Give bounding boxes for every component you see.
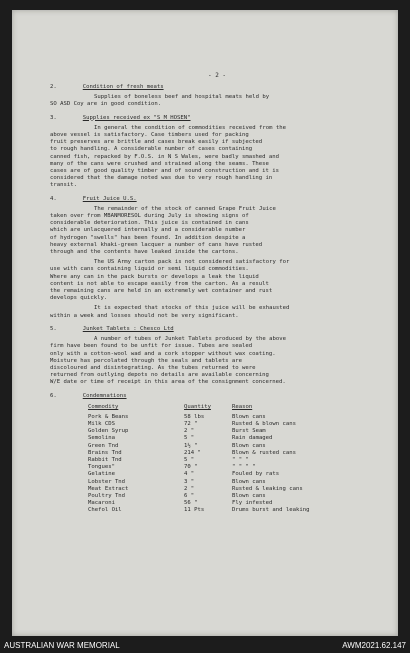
cell-reason: Blown cans <box>232 492 266 499</box>
cell-quantity: 6 " <box>184 492 195 499</box>
cell-reason: Blown cans <box>232 413 266 420</box>
section-heading <box>50 326 384 333</box>
table-row <box>88 479 384 486</box>
table-row <box>88 414 384 421</box>
table-row <box>88 450 384 457</box>
page-number: - 2 - <box>207 72 227 79</box>
cell-reason: Blown & rusted cans <box>232 449 296 456</box>
cell-commodity: Brains Tnd <box>88 449 122 456</box>
cell-commodity: Rabbit Tnd <box>88 457 122 464</box>
cell-quantity: 11 Pts <box>184 507 205 514</box>
section-title: Fruit Juice U.S. <box>82 195 137 202</box>
footer-bar <box>0 638 410 653</box>
table-row <box>88 471 384 478</box>
section-paragraph: A number of tubes of Junket Tablets produced by the above firm have been found to be unfit for issue. Tubes are sealed only with a cotton-wool wad and a cork stopper without wax coating. Moisture has percolated through the seals and tablets are discoloured and disintegrating. As the tubes returned to were returned from outlying depots no details are available concerning W/E date or time of receipt in this area of the consignment concerned. <box>50 336 286 386</box>
section-title: Supplies received ex "S M HOSEN" <box>82 114 191 121</box>
section-heading <box>50 196 384 203</box>
cell-quantity: 5 " <box>184 457 195 464</box>
table-row <box>88 464 384 471</box>
cell-commodity: Lobster Tnd <box>88 478 126 485</box>
section-number: 6. <box>50 392 57 399</box>
table-row <box>88 457 384 464</box>
table-row <box>88 435 384 442</box>
document-page <box>12 10 398 636</box>
cell-reason: Rain damaged <box>232 435 273 442</box>
cell-commodity: Tongues" <box>88 464 115 471</box>
cell-quantity: 3 " <box>184 478 195 485</box>
table-row <box>88 421 384 428</box>
cell-reason: Drums burst and leaking <box>232 507 310 514</box>
section-number: 5. <box>50 325 57 332</box>
section-paragraph: The remainder of the stock of canned Grape Fruit Juice taken over from MBANMORESOL during July is showing signs of considerable deterioration. This juice is contained in cans which are unlacquered internally and a considerable number of hydrogen "swells" has been found. In addition despite a heavy external khaki-green lacquer a number of cans have rusted through and the contents have leaked inside the cartons. <box>50 205 276 256</box>
section-number: 3. <box>50 114 57 121</box>
section-heading <box>50 84 384 91</box>
table-rows <box>88 414 384 515</box>
table-row <box>88 507 384 514</box>
cell-reason: Blown cans <box>232 442 266 449</box>
section-heading <box>50 393 384 400</box>
table-row <box>88 500 384 507</box>
table-header <box>88 404 384 411</box>
cell-reason: " " " <box>232 457 249 464</box>
cell-reason: Rusted & leaking cans <box>232 485 303 492</box>
table-row <box>88 493 384 500</box>
table-row <box>88 428 384 435</box>
cell-reason: " " " " <box>232 464 256 471</box>
cell-reason: Blown cans <box>232 478 266 485</box>
cell-quantity: 70 " <box>184 464 198 471</box>
table-row <box>88 443 384 450</box>
section-paragraph: It is expected that stocks of this juice will be exhausted within a week and losses should not be very significant. <box>50 305 290 319</box>
cell-commodity: Gelatine <box>88 471 115 478</box>
section-number: 4. <box>50 195 57 202</box>
condemnations-table <box>88 404 384 515</box>
cell-commodity: Green Tnd <box>88 442 119 449</box>
cell-quantity: 2 " <box>184 485 195 492</box>
section-heading <box>50 115 384 122</box>
cell-reason: Burst Seam <box>232 428 266 435</box>
cell-quantity: 214 " <box>184 449 201 456</box>
cell-reason: Fouled by rats <box>232 471 280 478</box>
header-commodity: Commodity <box>88 403 119 410</box>
cell-quantity: 4 " <box>184 471 195 478</box>
cell-quantity: 58 lbs <box>184 413 205 420</box>
document-body <box>50 72 384 515</box>
cell-commodity: Pork & Beans <box>88 413 129 420</box>
cell-reason: Rusted & blown cans <box>232 421 296 428</box>
section-paragraph: In general the condition of commodities received from the above vessel is satisfactory. Case timbers used for packing fruit preserves are brittle and cases break easily if subjected to rough handling. A considerable number of cases containing canned fish, repacked by F.O.S. in N S Wales, were badly smashed and many of the cans were crushed and strained along the seams. These cases are of good quality timber and of sound construction and it is considered that the damage noted was due to very rough handling in transit. <box>50 124 286 189</box>
cell-reason: Fly infested <box>232 500 273 507</box>
sections <box>50 84 384 400</box>
cell-quantity: 56 " <box>184 500 198 507</box>
cell-commodity: Meat Extract <box>88 485 129 492</box>
cell-commodity: Milk CDS <box>88 421 115 428</box>
header-reason: Reason <box>232 403 253 410</box>
section-paragraph: Supplies of boneless beef and hospital meats held by SO ASD Coy are in good condition. <box>50 94 270 108</box>
cell-commodity: Golden Syrup <box>88 428 129 435</box>
footer-accession: AWM2021.62.147 <box>342 641 406 650</box>
cell-quantity: 72 " <box>184 421 198 428</box>
section-paragraph: The US Army carton pack is not considered satisfactory for use with cans containing liquid or semi liquid commodities. Where any can in the pack bursts or develops a leak the liquid content is not able to escape easily from the carton. As a result the remaining cans are held in an extremely wet container and rust develops quickly. <box>50 259 290 302</box>
cell-commodity: Macaroni <box>88 500 115 507</box>
section-title: Junket Tablets : Chesco Ltd <box>82 325 174 332</box>
section-title: Condition of fresh meats <box>82 84 164 90</box>
header-quantity: Quantity <box>184 403 211 410</box>
footer-institution: AUSTRALIAN WAR MEMORIAL <box>4 641 120 650</box>
cell-quantity: 2 " <box>184 428 195 435</box>
section-title: Condemnations <box>82 392 127 399</box>
cell-quantity: 1½ " <box>184 442 198 449</box>
cell-commodity: Poultry Tnd <box>88 492 126 499</box>
cell-commodity: Chefol Oil <box>88 507 122 514</box>
section-number: 2. <box>50 84 57 90</box>
table-row <box>88 486 384 493</box>
cell-quantity: 5 " <box>184 435 195 442</box>
cell-commodity: Semolina <box>88 435 115 442</box>
